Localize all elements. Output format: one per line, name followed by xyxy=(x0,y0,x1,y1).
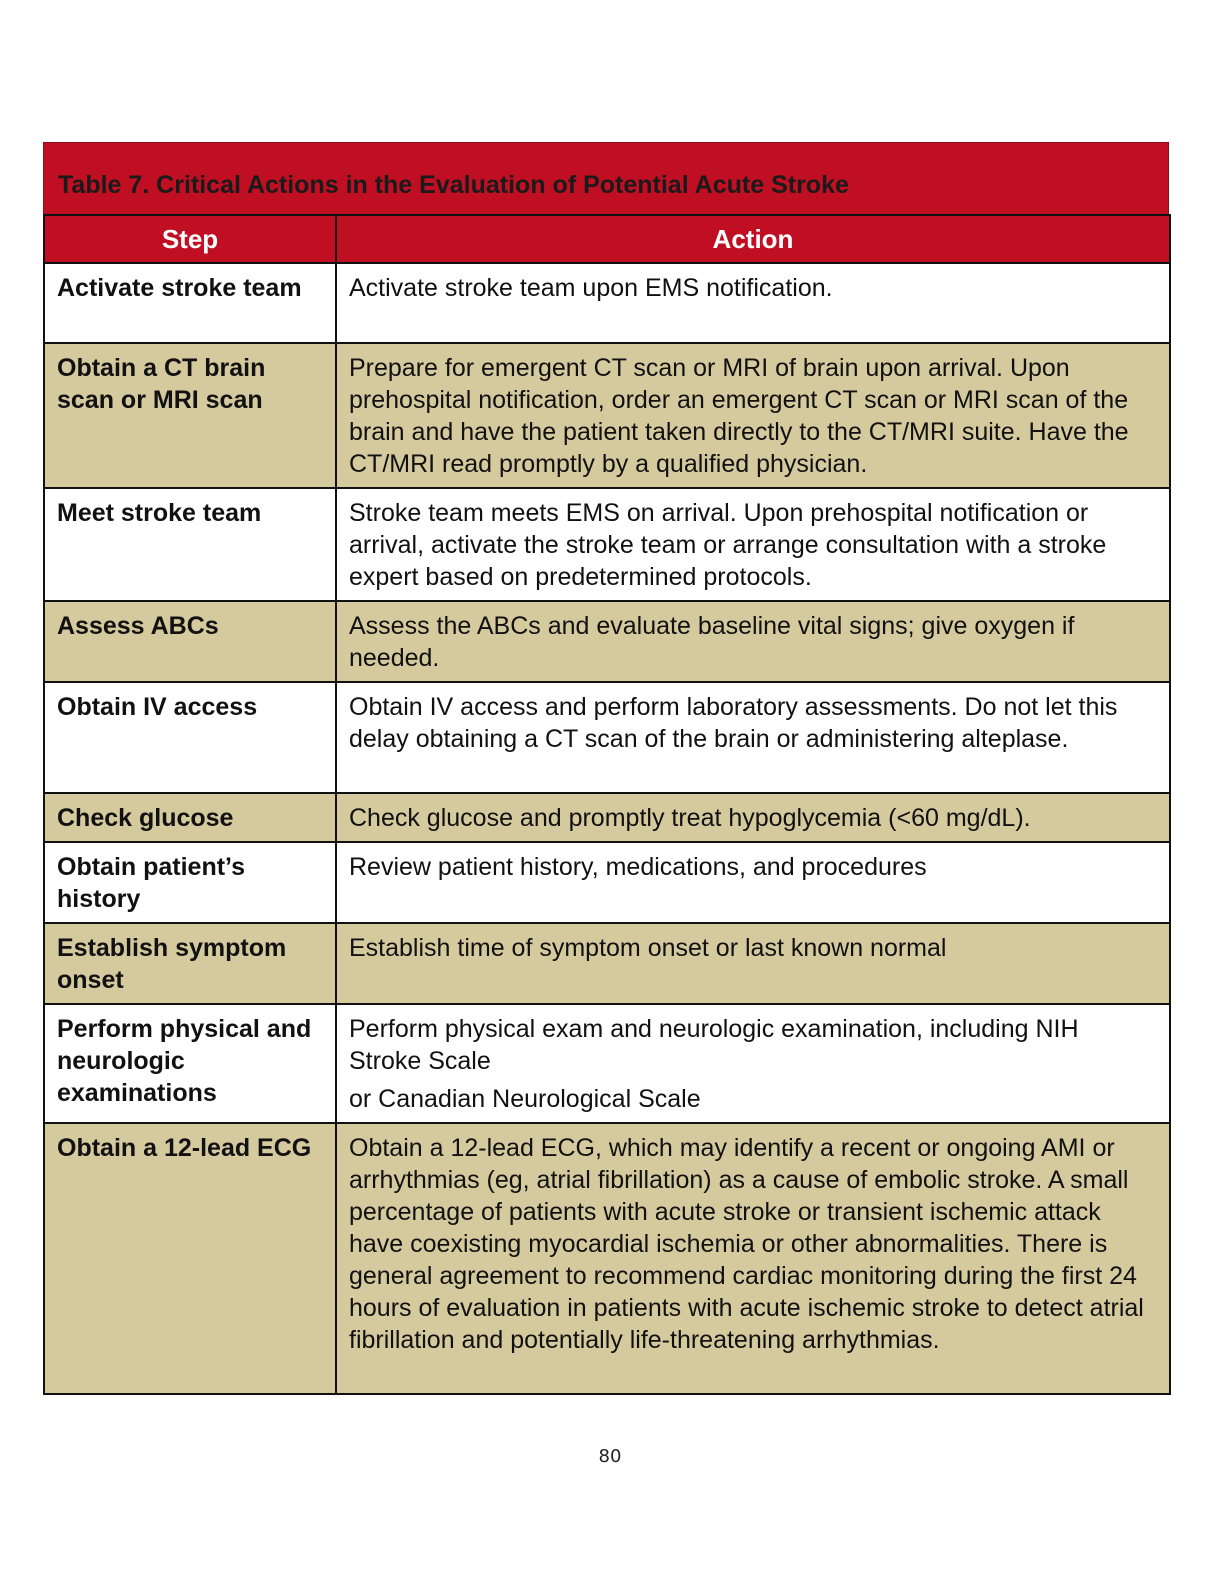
step-cell: Assess ABCs xyxy=(44,601,336,682)
table-title: Table 7. Critical Actions in the Evaluation of Potential Acute Stroke xyxy=(43,142,1169,214)
step-cell: Establish symptom onset xyxy=(44,923,336,1004)
step-cell: Meet stroke team xyxy=(44,488,336,601)
page-number: 80 xyxy=(598,1446,622,1467)
step-cell: Obtain patient’s history xyxy=(44,842,336,923)
table-row xyxy=(44,842,1170,923)
table-row xyxy=(44,601,1170,682)
action-cell: Establish time of symptom onset or last known normal xyxy=(336,923,1170,1004)
step-cell: Perform physical and neurologic examinations xyxy=(44,1004,336,1123)
action-cell: Obtain a 12-lead ECG, which may identify a recent or ongoing AMI or arrhythmias (eg, atrial fibrillation) as a cause of embolic stroke. A small percentage of patients with acute stroke or transient ischemic attack have coexisting myocardial ischemia or other abnormalities. There is general agreement to recommend cardiac monitoring during the first 24 hours of evaluation in patients with acute ischemic stroke to detect atrial fibrillation and potentially life-threatening arrhythmias. xyxy=(336,1123,1170,1394)
table-row xyxy=(44,263,1170,343)
step-cell: Obtain a 12-lead ECG xyxy=(44,1123,336,1394)
action-cell: Prepare for emergent CT scan or MRI of brain upon arrival. Upon prehospital notification, order an emergent CT scan or MRI scan of the brain and have the patient taken directly to the CT/MRI suite. Have the CT/MRI read promptly by a qualified physician. xyxy=(336,343,1170,488)
table-header-row xyxy=(44,215,1170,263)
critical-actions-table xyxy=(43,142,1169,1395)
column-header-action: Action xyxy=(336,215,1170,263)
table-row xyxy=(44,343,1170,488)
action-cell: Assess the ABCs and evaluate baseline vital signs; give oxygen if needed. xyxy=(336,601,1170,682)
table-row xyxy=(44,1123,1170,1394)
table-row xyxy=(44,488,1170,601)
action-text-continued: or Canadian Neurological Scale xyxy=(349,1085,701,1113)
table-row xyxy=(44,682,1170,793)
step-cell: Obtain IV access xyxy=(44,682,336,793)
column-header-step: Step xyxy=(44,215,336,263)
action-cell: Obtain IV access and perform laboratory assessments. Do not let this delay obtaining a CT scan of the brain or administering alteplase. xyxy=(336,682,1170,793)
step-cell: Activate stroke team xyxy=(44,263,336,343)
action-cell: Stroke team meets EMS on arrival. Upon prehospital notification or arrival, activate the stroke team or arrange consultation with a stroke expert based on predetermined protocols. xyxy=(336,488,1170,601)
step-cell: Obtain a CT brain scan or MRI scan xyxy=(44,343,336,488)
table-row xyxy=(44,923,1170,1004)
step-cell: Check glucose xyxy=(44,793,336,842)
action-cell xyxy=(336,1004,1170,1123)
table-row xyxy=(44,1004,1170,1123)
action-cell: Activate stroke team upon EMS notification. xyxy=(336,263,1170,343)
action-text: Perform physical exam and neurologic examination, including NIH Stroke Scale xyxy=(349,1015,1079,1075)
action-cell: Review patient history, medications, and procedures xyxy=(336,842,1170,923)
table-row xyxy=(44,793,1170,842)
actions-table-grid xyxy=(43,214,1171,1395)
action-cell: Check glucose and promptly treat hypoglycemia (<60 mg/dL). xyxy=(336,793,1170,842)
